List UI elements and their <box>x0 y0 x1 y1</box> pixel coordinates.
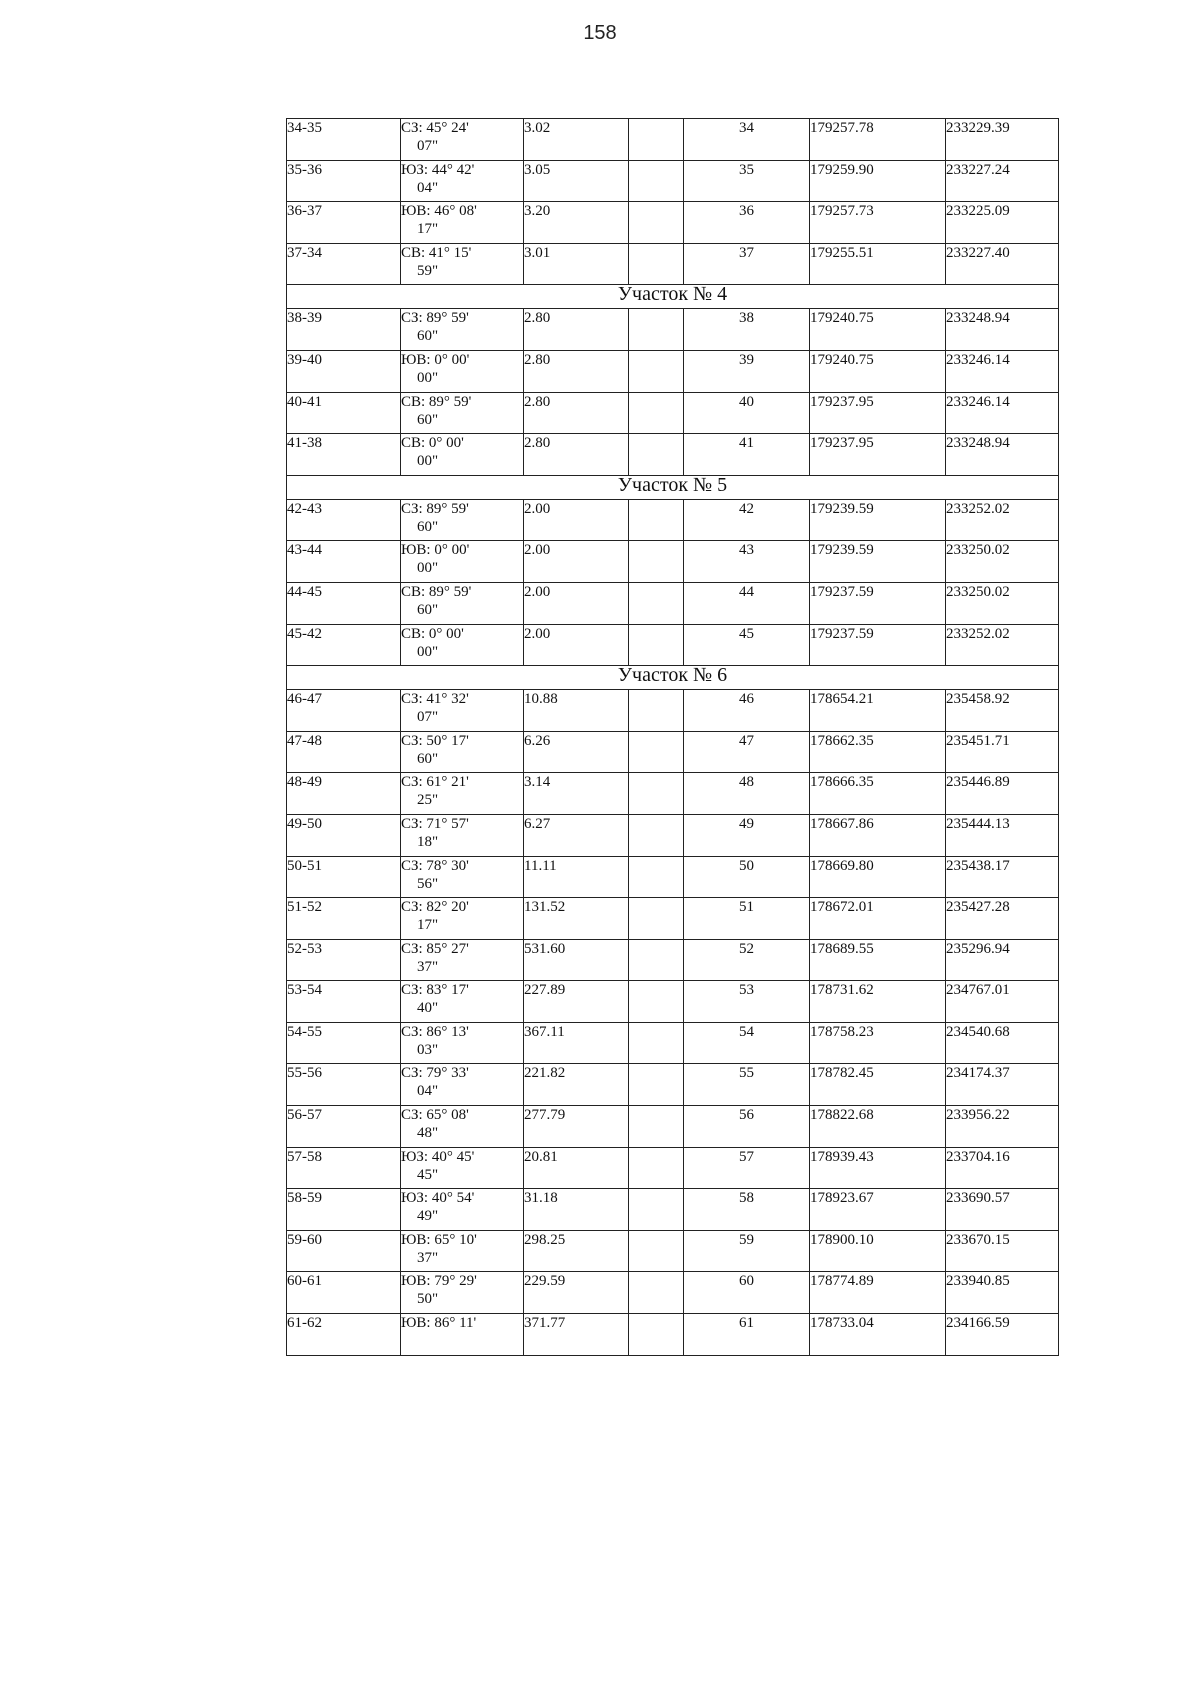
y-coordinate-cell: 233690.57 <box>946 1189 1059 1231</box>
table-row <box>287 1147 1059 1189</box>
x-coordinate-cell: 178689.55 <box>810 939 946 981</box>
empty-cell <box>629 856 684 898</box>
direction-seconds: 00" <box>417 453 439 470</box>
table-row <box>287 119 1059 161</box>
table-row <box>287 981 1059 1023</box>
y-coordinate-cell: 233225.09 <box>946 202 1059 244</box>
segment-cell: 36-37 <box>287 202 401 244</box>
direction-bearing: ЮВ: 86° 11' <box>401 1315 477 1332</box>
direction-seconds: 60" <box>417 328 439 345</box>
direction-bearing: СЗ: 79° 33' <box>401 1065 469 1082</box>
y-coordinate-cell: 233246.14 <box>946 392 1059 434</box>
y-coordinate-cell: 233248.94 <box>946 434 1059 476</box>
direction-seconds: 00" <box>417 560 439 577</box>
segment-cell: 48-49 <box>287 773 401 815</box>
direction-cell <box>401 1106 524 1148</box>
section-header-row <box>287 285 1059 309</box>
table-row <box>287 939 1059 981</box>
direction-cell <box>401 1189 524 1231</box>
direction-seconds: 07" <box>417 709 439 726</box>
length-cell: 2.80 <box>524 309 629 351</box>
direction-bearing: СЗ: 78° 30' <box>401 857 469 874</box>
length-cell: 227.89 <box>524 981 629 1023</box>
y-coordinate-cell: 233229.39 <box>946 119 1059 161</box>
direction-bearing: ЮВ: 79° 29' <box>401 1273 477 1290</box>
direction-cell <box>401 434 524 476</box>
segment-cell: 56-57 <box>287 1106 401 1148</box>
direction-seconds: 49" <box>417 1208 439 1225</box>
table-row <box>287 160 1059 202</box>
y-coordinate-cell: 233252.02 <box>946 499 1059 541</box>
direction-seconds: 60" <box>417 518 439 535</box>
point-number-cell: 38 <box>684 309 810 351</box>
length-cell: 367.11 <box>524 1022 629 1064</box>
segment-cell: 39-40 <box>287 350 401 392</box>
direction-cell <box>401 773 524 815</box>
point-number-cell: 58 <box>684 1189 810 1231</box>
empty-cell <box>629 624 684 666</box>
table-row <box>287 582 1059 624</box>
direction-seconds: 48" <box>417 1125 439 1142</box>
direction-bearing: ЮВ: 0° 00' <box>401 351 470 368</box>
direction-seconds: 60" <box>417 750 439 767</box>
length-cell: 2.80 <box>524 434 629 476</box>
direction-seconds: 56" <box>417 875 439 892</box>
table-row <box>287 1106 1059 1148</box>
point-number-cell: 36 <box>684 202 810 244</box>
length-cell: 11.11 <box>524 856 629 898</box>
x-coordinate-cell: 178822.68 <box>810 1106 946 1148</box>
segment-cell: 49-50 <box>287 814 401 856</box>
point-number-cell: 39 <box>684 350 810 392</box>
table-row <box>287 1272 1059 1314</box>
direction-cell <box>401 690 524 732</box>
length-cell: 6.26 <box>524 731 629 773</box>
length-cell: 531.60 <box>524 939 629 981</box>
length-cell: 2.00 <box>524 541 629 583</box>
direction-cell <box>401 350 524 392</box>
length-cell: 131.52 <box>524 898 629 940</box>
segment-cell: 35-36 <box>287 160 401 202</box>
x-coordinate-cell: 178667.86 <box>810 814 946 856</box>
table-row <box>287 434 1059 476</box>
empty-cell <box>629 309 684 351</box>
direction-cell <box>401 392 524 434</box>
direction-bearing: ЮЗ: 40° 54' <box>401 1190 475 1207</box>
direction-cell <box>401 731 524 773</box>
coordinates-table-body <box>287 119 1059 1356</box>
direction-bearing: ЮВ: 46° 08' <box>401 203 477 220</box>
x-coordinate-cell: 179257.78 <box>810 119 946 161</box>
point-number-cell: 46 <box>684 690 810 732</box>
x-coordinate-cell: 179239.59 <box>810 541 946 583</box>
direction-cell <box>401 939 524 981</box>
point-number-cell: 41 <box>684 434 810 476</box>
x-coordinate-cell: 178900.10 <box>810 1230 946 1272</box>
length-cell: 2.80 <box>524 392 629 434</box>
empty-cell <box>629 1147 684 1189</box>
table-row <box>287 690 1059 732</box>
length-cell: 6.27 <box>524 814 629 856</box>
empty-cell <box>629 582 684 624</box>
segment-cell: 60-61 <box>287 1272 401 1314</box>
page-number: 158 <box>583 22 617 44</box>
direction-cell <box>401 1147 524 1189</box>
y-coordinate-cell: 233940.85 <box>946 1272 1059 1314</box>
direction-cell <box>401 1314 524 1356</box>
direction-cell <box>401 856 524 898</box>
length-cell: 10.88 <box>524 690 629 732</box>
direction-bearing: СЗ: 61° 21' <box>401 774 469 791</box>
length-cell: 229.59 <box>524 1272 629 1314</box>
point-number-cell: 44 <box>684 582 810 624</box>
empty-cell <box>629 1230 684 1272</box>
segment-cell: 38-39 <box>287 309 401 351</box>
empty-cell <box>629 981 684 1023</box>
direction-cell <box>401 1064 524 1106</box>
x-coordinate-cell: 178939.43 <box>810 1147 946 1189</box>
x-coordinate-cell: 179257.73 <box>810 202 946 244</box>
segment-cell: 44-45 <box>287 582 401 624</box>
point-number-cell: 50 <box>684 856 810 898</box>
empty-cell <box>629 1272 684 1314</box>
empty-cell <box>629 731 684 773</box>
segment-cell: 37-34 <box>287 243 401 285</box>
direction-seconds: 37" <box>417 1249 439 1266</box>
x-coordinate-cell: 178731.62 <box>810 981 946 1023</box>
point-number-cell: 55 <box>684 1064 810 1106</box>
direction-bearing: СЗ: 41° 32' <box>401 691 469 708</box>
table-row <box>287 243 1059 285</box>
segment-cell: 51-52 <box>287 898 401 940</box>
x-coordinate-cell: 178672.01 <box>810 898 946 940</box>
point-number-cell: 37 <box>684 243 810 285</box>
y-coordinate-cell: 233227.24 <box>946 160 1059 202</box>
section-title: Участок № 5 <box>287 475 1059 499</box>
y-coordinate-cell: 234166.59 <box>946 1314 1059 1356</box>
direction-cell <box>401 499 524 541</box>
length-cell: 298.25 <box>524 1230 629 1272</box>
segment-cell: 43-44 <box>287 541 401 583</box>
table-row <box>287 1189 1059 1231</box>
point-number-cell: 56 <box>684 1106 810 1148</box>
segment-cell: 54-55 <box>287 1022 401 1064</box>
point-number-cell: 49 <box>684 814 810 856</box>
length-cell: 371.77 <box>524 1314 629 1356</box>
y-coordinate-cell: 235458.92 <box>946 690 1059 732</box>
y-coordinate-cell: 235451.71 <box>946 731 1059 773</box>
segment-cell: 47-48 <box>287 731 401 773</box>
point-number-cell: 60 <box>684 1272 810 1314</box>
direction-seconds: 60" <box>417 601 439 618</box>
direction-cell <box>401 1272 524 1314</box>
x-coordinate-cell: 178758.23 <box>810 1022 946 1064</box>
section-header-row <box>287 666 1059 690</box>
segment-cell: 55-56 <box>287 1064 401 1106</box>
x-coordinate-cell: 179237.59 <box>810 624 946 666</box>
table-row <box>287 202 1059 244</box>
direction-cell <box>401 898 524 940</box>
x-coordinate-cell: 179237.59 <box>810 582 946 624</box>
length-cell: 20.81 <box>524 1147 629 1189</box>
point-number-cell: 61 <box>684 1314 810 1356</box>
point-number-cell: 54 <box>684 1022 810 1064</box>
length-cell: 2.00 <box>524 624 629 666</box>
empty-cell <box>629 939 684 981</box>
table-row <box>287 856 1059 898</box>
length-cell: 3.14 <box>524 773 629 815</box>
direction-cell <box>401 1022 524 1064</box>
segment-cell: 61-62 <box>287 1314 401 1356</box>
segment-cell: 46-47 <box>287 690 401 732</box>
y-coordinate-cell: 234174.37 <box>946 1064 1059 1106</box>
direction-seconds: 25" <box>417 792 439 809</box>
x-coordinate-cell: 179237.95 <box>810 434 946 476</box>
point-number-cell: 59 <box>684 1230 810 1272</box>
point-number-cell: 34 <box>684 119 810 161</box>
direction-seconds: 37" <box>417 958 439 975</box>
direction-seconds: 04" <box>417 179 439 196</box>
direction-seconds: 18" <box>417 833 439 850</box>
table-row <box>287 1230 1059 1272</box>
direction-cell <box>401 202 524 244</box>
empty-cell <box>629 541 684 583</box>
table-row <box>287 773 1059 815</box>
direction-bearing: ЮВ: 0° 00' <box>401 542 470 559</box>
length-cell: 2.00 <box>524 582 629 624</box>
length-cell: 2.80 <box>524 350 629 392</box>
y-coordinate-cell: 233670.15 <box>946 1230 1059 1272</box>
empty-cell <box>629 499 684 541</box>
segment-cell: 57-58 <box>287 1147 401 1189</box>
empty-cell <box>629 350 684 392</box>
direction-bearing: СЗ: 82° 20' <box>401 899 469 916</box>
empty-cell <box>629 392 684 434</box>
table-row <box>287 898 1059 940</box>
coordinates-table <box>286 118 1059 1356</box>
empty-cell <box>629 1064 684 1106</box>
segment-cell: 59-60 <box>287 1230 401 1272</box>
y-coordinate-cell: 235446.89 <box>946 773 1059 815</box>
direction-seconds: 60" <box>417 411 439 428</box>
x-coordinate-cell: 178669.80 <box>810 856 946 898</box>
length-cell: 221.82 <box>524 1064 629 1106</box>
x-coordinate-cell: 179237.95 <box>810 392 946 434</box>
direction-bearing: СВ: 0° 00' <box>401 435 464 452</box>
empty-cell <box>629 814 684 856</box>
y-coordinate-cell: 233250.02 <box>946 541 1059 583</box>
length-cell: 3.02 <box>524 119 629 161</box>
x-coordinate-cell: 178782.45 <box>810 1064 946 1106</box>
direction-seconds: 17" <box>417 917 439 934</box>
direction-bearing: СВ: 89° 59' <box>401 583 472 600</box>
direction-bearing: СЗ: 86° 13' <box>401 1023 469 1040</box>
direction-bearing: СЗ: 45° 24' <box>401 120 469 136</box>
y-coordinate-cell: 233704.16 <box>946 1147 1059 1189</box>
empty-cell <box>629 690 684 732</box>
x-coordinate-cell: 179240.75 <box>810 309 946 351</box>
direction-bearing: СЗ: 71° 57' <box>401 815 469 832</box>
segment-cell: 52-53 <box>287 939 401 981</box>
direction-seconds: 00" <box>417 643 439 660</box>
point-number-cell: 57 <box>684 1147 810 1189</box>
direction-bearing: СЗ: 50° 17' <box>401 732 469 749</box>
direction-seconds: 40" <box>417 1000 439 1017</box>
empty-cell <box>629 1022 684 1064</box>
point-number-cell: 51 <box>684 898 810 940</box>
table-row <box>287 392 1059 434</box>
direction-bearing: СЗ: 65° 08' <box>401 1107 469 1124</box>
direction-bearing: СЗ: 89° 59' <box>401 500 469 517</box>
direction-seconds: 07" <box>417 138 439 154</box>
table-row <box>287 1064 1059 1106</box>
table-row <box>287 350 1059 392</box>
y-coordinate-cell: 233248.94 <box>946 309 1059 351</box>
direction-cell <box>401 981 524 1023</box>
direction-bearing: СВ: 0° 00' <box>401 625 464 642</box>
direction-cell <box>401 160 524 202</box>
table-row <box>287 1022 1059 1064</box>
y-coordinate-cell: 235438.17 <box>946 856 1059 898</box>
empty-cell <box>629 202 684 244</box>
direction-seconds: 59" <box>417 262 439 279</box>
x-coordinate-cell: 178774.89 <box>810 1272 946 1314</box>
direction-bearing: СЗ: 83° 17' <box>401 982 469 999</box>
point-number-cell: 52 <box>684 939 810 981</box>
table-row <box>287 731 1059 773</box>
direction-bearing: ЮВ: 65° 10' <box>401 1231 477 1248</box>
y-coordinate-cell: 233252.02 <box>946 624 1059 666</box>
direction-cell <box>401 309 524 351</box>
segment-cell: 42-43 <box>287 499 401 541</box>
length-cell: 3.01 <box>524 243 629 285</box>
length-cell: 2.00 <box>524 499 629 541</box>
direction-seconds: 04" <box>417 1083 439 1100</box>
table-row <box>287 624 1059 666</box>
point-number-cell: 48 <box>684 773 810 815</box>
point-number-cell: 40 <box>684 392 810 434</box>
empty-cell <box>629 160 684 202</box>
empty-cell <box>629 898 684 940</box>
segment-cell: 45-42 <box>287 624 401 666</box>
table-row <box>287 814 1059 856</box>
table-row <box>287 541 1059 583</box>
y-coordinate-cell: 233956.22 <box>946 1106 1059 1148</box>
x-coordinate-cell: 178654.21 <box>810 690 946 732</box>
length-cell: 3.20 <box>524 202 629 244</box>
y-coordinate-cell: 235296.94 <box>946 939 1059 981</box>
x-coordinate-cell: 179240.75 <box>810 350 946 392</box>
empty-cell <box>629 243 684 285</box>
segment-cell: 53-54 <box>287 981 401 1023</box>
x-coordinate-cell: 178733.04 <box>810 1314 946 1356</box>
empty-cell <box>629 119 684 161</box>
direction-bearing: ЮЗ: 44° 42' <box>401 161 475 178</box>
point-number-cell: 53 <box>684 981 810 1023</box>
direction-seconds: 17" <box>417 221 439 238</box>
segment-cell: 50-51 <box>287 856 401 898</box>
section-title: Участок № 6 <box>287 666 1059 690</box>
empty-cell <box>629 773 684 815</box>
y-coordinate-cell: 233250.02 <box>946 582 1059 624</box>
table-row <box>287 309 1059 351</box>
direction-cell <box>401 541 524 583</box>
segment-cell: 40-41 <box>287 392 401 434</box>
empty-cell <box>629 1314 684 1356</box>
empty-cell <box>629 434 684 476</box>
x-coordinate-cell: 178666.35 <box>810 773 946 815</box>
direction-cell <box>401 814 524 856</box>
point-number-cell: 35 <box>684 160 810 202</box>
direction-bearing: ЮЗ: 40° 45' <box>401 1148 475 1165</box>
length-cell: 3.05 <box>524 160 629 202</box>
direction-cell <box>401 1230 524 1272</box>
empty-cell <box>629 1106 684 1148</box>
y-coordinate-cell: 234540.68 <box>946 1022 1059 1064</box>
direction-cell <box>401 243 524 285</box>
direction-bearing: СВ: 89° 59' <box>401 393 472 410</box>
x-coordinate-cell: 179259.90 <box>810 160 946 202</box>
y-coordinate-cell: 233246.14 <box>946 350 1059 392</box>
point-number-cell: 42 <box>684 499 810 541</box>
section-title: Участок № 4 <box>287 285 1059 309</box>
x-coordinate-cell: 179255.51 <box>810 243 946 285</box>
x-coordinate-cell: 178662.35 <box>810 731 946 773</box>
y-coordinate-cell: 234767.01 <box>946 981 1059 1023</box>
x-coordinate-cell: 178923.67 <box>810 1189 946 1231</box>
segment-cell: 41-38 <box>287 434 401 476</box>
direction-bearing: СЗ: 89° 59' <box>401 310 469 327</box>
x-coordinate-cell: 179239.59 <box>810 499 946 541</box>
segment-cell: 58-59 <box>287 1189 401 1231</box>
length-cell: 31.18 <box>524 1189 629 1231</box>
direction-seconds: 03" <box>417 1041 439 1058</box>
direction-seconds: 00" <box>417 369 439 386</box>
direction-cell <box>401 624 524 666</box>
y-coordinate-cell: 235444.13 <box>946 814 1059 856</box>
direction-cell <box>401 582 524 624</box>
direction-bearing: СЗ: 85° 27' <box>401 940 469 957</box>
section-header-row <box>287 475 1059 499</box>
point-number-cell: 43 <box>684 541 810 583</box>
y-coordinate-cell: 233227.40 <box>946 243 1059 285</box>
direction-seconds: 45" <box>417 1166 439 1183</box>
length-cell: 277.79 <box>524 1106 629 1148</box>
empty-cell <box>629 1189 684 1231</box>
table-row <box>287 1314 1059 1356</box>
direction-cell <box>401 119 524 161</box>
table-row <box>287 499 1059 541</box>
segment-cell: 34-35 <box>287 119 401 161</box>
direction-seconds: 50" <box>417 1291 439 1308</box>
y-coordinate-cell: 235427.28 <box>946 898 1059 940</box>
point-number-cell: 47 <box>684 731 810 773</box>
direction-bearing: СВ: 41° 15' <box>401 244 472 261</box>
point-number-cell: 45 <box>684 624 810 666</box>
